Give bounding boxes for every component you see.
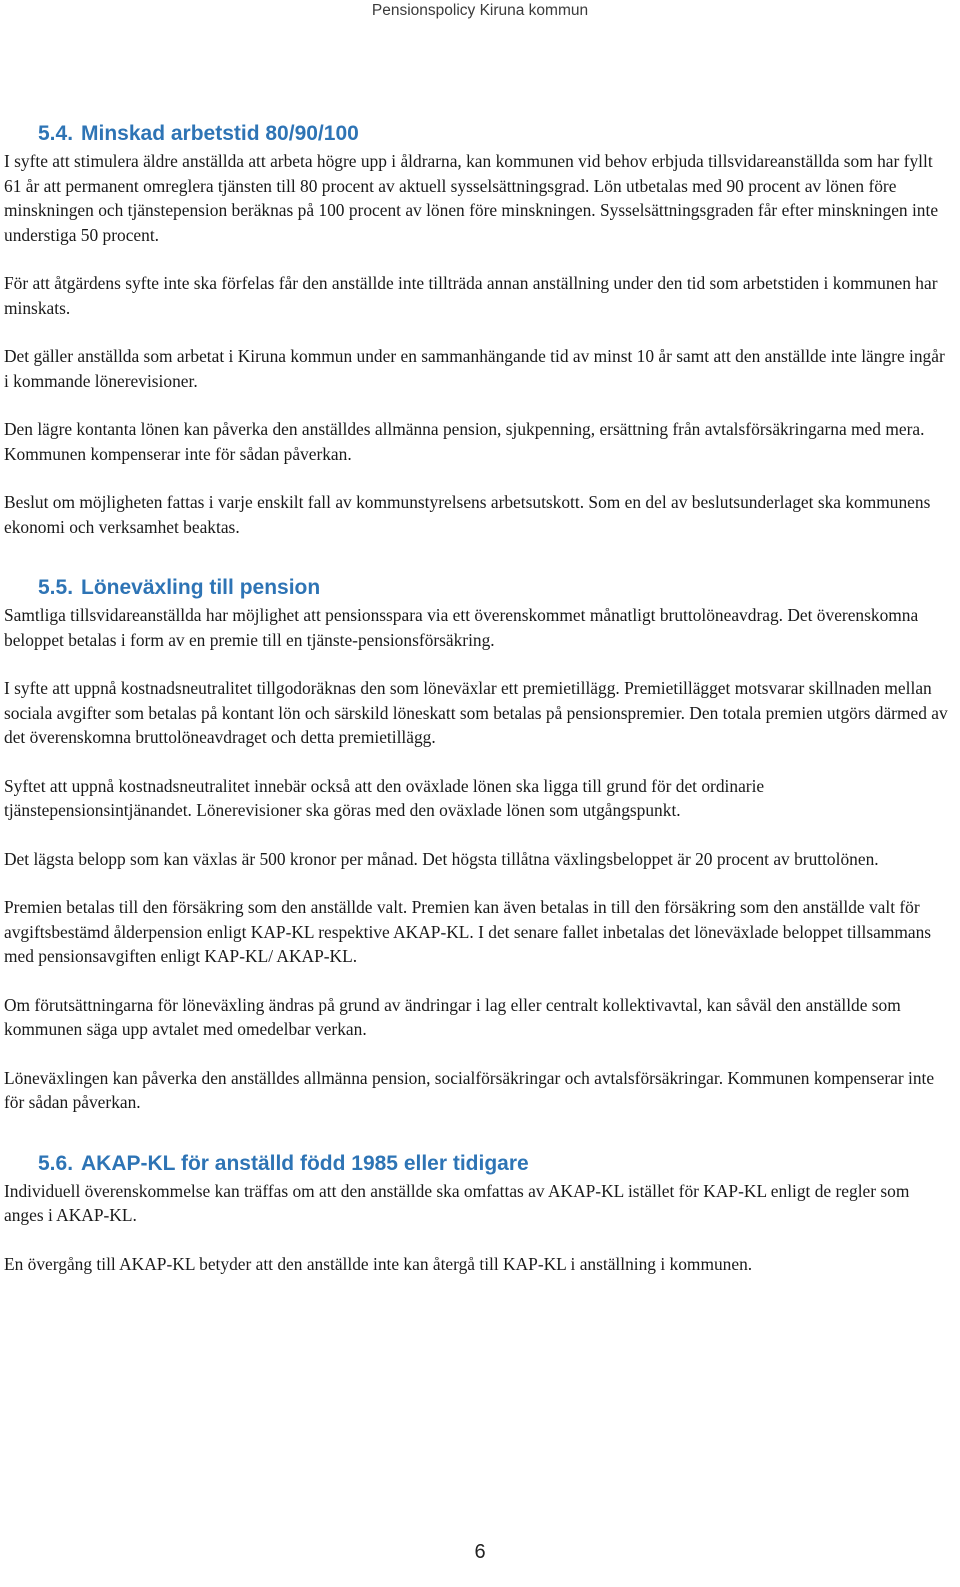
paragraph: Syftet att uppnå kostnadsneutralitet innebär också att den oväxlade lönen ska ligga till grund för det ordinarie tjänstepensionsintjänandet. Lönerevisioner ska göras med den oväxlade lönen som utgångspunkt. [4,775,765,820]
paragraph: Den lägre kontanta lönen kan påverka den anställdes allmänna pension, sjukpenning, ersättning från avtalsförsäkringarna med mera. Kommunen kompenserar inte för sådan påverkan. [4,419,925,464]
section-heading [38,119,952,149]
paragraph: Beslut om möjligheten fattas i varje enskilt fall av kommunstyrelsens arbetsutskott. Som en del av beslutsunderlaget ska kommunens ekonomi och verksamhet beaktas. [4,492,931,537]
section-number: 5.5. [38,576,74,599]
paragraph: Individuell överenskommelse kan träffas om att den anställde ska omfattas av AKAP-KL istället för KAP-KL enligt de regler som anges i AKAP-KL. [4,1180,910,1225]
section-5-4 [4,119,952,539]
section-title: Löneväxling till pension [81,576,321,599]
paragraph: Det gäller anställda som arbetat i Kiruna kommun under en sammanhängande tid av minst 10 år samt att den anställde inte längre ingår i kommande lönerevisioner. [4,346,945,391]
document-body [4,119,952,1276]
paragraph: För att åtgärdens syfte inte ska förfelas får den anställde inte tillträda annan anställning under den tid som arbetstiden i kommunen har minskats. [4,273,938,318]
page-header: Pensionspolicy Kiruna kommun [371,2,589,19]
paragraph: I syfte att uppnå kostnadsneutralitet tillgodoräknas den som löneväxlar ett premietillägg. Premietillägget motsvarar skillnaden mellan sociala avgifter som betalas på kontant lön och särskild löneskatt som betalas på pensionspremier. Den totala premien utgörs därmed av det överenskomna bruttolöneavdraget och detta premietillägg. [4,678,948,747]
paragraph: Det lägsta belopp som kan växlas är 500 kronor per månad. Det högsta tillåtna växlingsbeloppet är 20 procent av bruttolönen. [4,848,879,869]
paragraph: En övergång till AKAP-KL betyder att den anställde inte kan återgå till KAP-KL i anställning i kommunen. [4,1253,753,1274]
section-5-5 [4,573,952,1115]
section-title: AKAP-KL för anställd född 1985 eller tidigare [81,1151,529,1175]
section-heading [38,1149,952,1179]
paragraph: Löneväxlingen kan påverka den anställdes allmänna pension, socialförsäkringar och avtalsförsäkringar. Kommunen kompenserar inte för sådan påverkan. [4,1067,935,1112]
page-number: 6 [474,1541,486,1563]
paragraph: Om förutsättningarna för löneväxling ändras på grund av ändringar i lag eller centralt kollektivavtal, kan såväl den anställde som kommunen säga upp avtalet med omedelbar verkan. [4,994,901,1039]
section-number: 5.6. [38,1151,74,1175]
section-title: Minskad arbetstid 80/90/100 [81,122,359,145]
section-number: 5.4. [38,122,74,145]
paragraph: Samtliga tillsvidareanställda har möjlighet att pensionsspara via ett överenskommet månatligt bruttolöneavdrag. Det överenskomna beloppet betalas i form av en premie till en tjänste-pensionsförsäkring. [4,605,919,650]
paragraph: Premien betalas till den försäkring som den anställde valt. Premien kan även betalas in till den försäkring som den anställde valt för avgiftsbestämd ålderpension enligt KAP-KL respektive AKAP-KL. I det senare fallet inbetalas det löneväxlade beloppet tillsammans med pensionsavgiften enligt KAP-KL/ AKAP-KL. [4,897,932,966]
section-5-6 [4,1149,952,1277]
paragraph: I syfte att stimulera äldre anställda att arbeta högre upp i åldrarna, kan kommunen vid behov erbjuda tillsvidareanställda som har fyllt 61 år att permanent omreglera tjänsten till 80 procent av aktuell sysselsättningsgrad. Lön utbetalas med 90 procent av lönen före minskningen och tjänstepension beräknas på 100 procent av lönen före minskningen. Sysselsättningsgraden får efter minskningen inte understiga 50 procent. [4,151,939,245]
section-heading [38,573,952,603]
